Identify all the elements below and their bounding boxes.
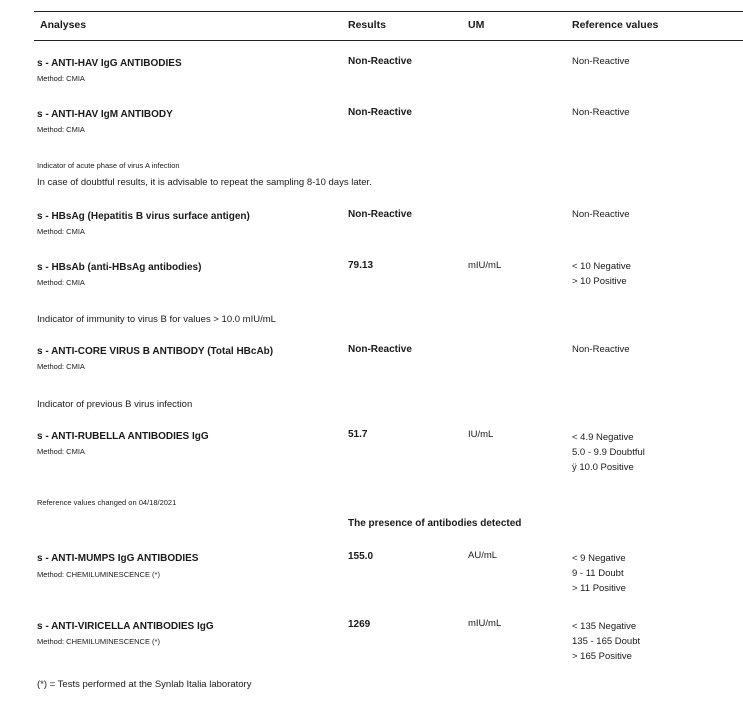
header-results: Results: [348, 19, 386, 31]
test-result: 51.7: [348, 429, 368, 440]
reference-line: 5.0 - 9.9 Doubtful: [572, 447, 645, 458]
test-result: 155.0: [348, 551, 374, 562]
test-name: s - ANTI-HAV IgG ANTIBODIES: [37, 58, 182, 69]
header-reference: Reference values: [572, 19, 659, 31]
test-name: s - ANTI-MUMPS IgG ANTIBODIES: [37, 553, 199, 564]
test-reference: [572, 430, 645, 475]
test-method: Method: CMIA: [37, 227, 85, 236]
table-header: [34, 11, 743, 41]
reference-line: ÿ 10.0 Positive: [572, 462, 634, 473]
note-rubella-changed: Reference values changed on 04/18/2021: [37, 498, 177, 507]
test-name: s - HBsAg (Hepatitis B virus surface antigen): [37, 211, 250, 222]
test-name: s - ANTI-RUBELLA ANTIBODIES IgG: [37, 431, 209, 442]
note-core-indicator: Indicator of previous B virus infection: [37, 399, 193, 410]
test-result: 1269: [348, 619, 371, 630]
test-reference: [572, 342, 630, 357]
reference-line: > 10 Positive: [572, 276, 627, 287]
test-unit: AU/mL: [468, 550, 498, 561]
reference-line: Non-Reactive: [572, 107, 630, 118]
note-rubella-presence: The presence of antibodies detected: [348, 518, 522, 529]
reference-line: Non-Reactive: [572, 344, 630, 355]
reference-line: > 165 Positive: [572, 651, 632, 662]
reference-line: > 11 Positive: [572, 583, 626, 594]
reference-line: 9 - 11 Doubt: [572, 568, 624, 579]
test-method: Method: CMIA: [37, 362, 85, 371]
test-reference: [572, 105, 630, 120]
reference-line: < 9 Negative: [572, 553, 626, 564]
footer-note: (*) = Tests performed at the Synlab Italia laboratory: [37, 679, 252, 690]
test-reference: [572, 259, 631, 289]
test-unit: mIU/mL: [468, 618, 502, 629]
test-name: s - HBsAb (anti-HBsAg antibodies): [37, 262, 202, 273]
reference-line: < 135 Negative: [572, 621, 637, 632]
test-method: Method: CMIA: [37, 447, 85, 456]
reference-line: Non-Reactive: [572, 56, 630, 67]
test-result: Non-Reactive: [348, 56, 412, 67]
test-result: Non-Reactive: [348, 107, 412, 118]
test-result: Non-Reactive: [348, 344, 412, 355]
reference-line: < 10 Negative: [572, 261, 631, 272]
test-name: s - ANTI-HAV IgM ANTIBODY: [37, 109, 173, 120]
test-name: s - ANTI-CORE VIRUS B ANTIBODY (Total HBcAb): [37, 346, 274, 357]
test-reference: [572, 54, 630, 69]
note-hav-indicator: Indicator of acute phase of virus A infection: [37, 161, 180, 170]
header-um: UM: [468, 19, 485, 31]
test-result: 79.13: [348, 260, 374, 271]
test-unit: IU/mL: [468, 429, 494, 440]
test-method: Method: CMIA: [37, 74, 85, 83]
test-reference: [572, 551, 626, 596]
test-name: s - ANTI-VIRICELLA ANTIBODIES IgG: [37, 621, 214, 632]
test-result: Non-Reactive: [348, 209, 412, 220]
test-method: Method: CHEMILUMINESCENCE (*): [37, 570, 160, 579]
header-analyses: Analyses: [40, 19, 87, 31]
reference-line: < 4.9 Negative: [572, 432, 634, 443]
test-unit: mIU/mL: [468, 260, 502, 271]
test-method: Method: CHEMILUMINESCENCE (*): [37, 637, 160, 646]
test-method: Method: CMIA: [37, 125, 85, 134]
note-hav-advice: In case of doubtful results, it is advisable to repeat the sampling 8-10 days later.: [37, 177, 372, 188]
test-reference: [572, 619, 640, 664]
test-method: Method: CMIA: [37, 278, 85, 287]
test-reference: [572, 207, 630, 222]
note-hbsab-indicator: Indicator of immunity to virus B for values > 10.0 mIU/mL: [37, 314, 276, 325]
reference-line: Non-Reactive: [572, 209, 630, 220]
reference-line: 135 - 165 Doubt: [572, 636, 641, 647]
